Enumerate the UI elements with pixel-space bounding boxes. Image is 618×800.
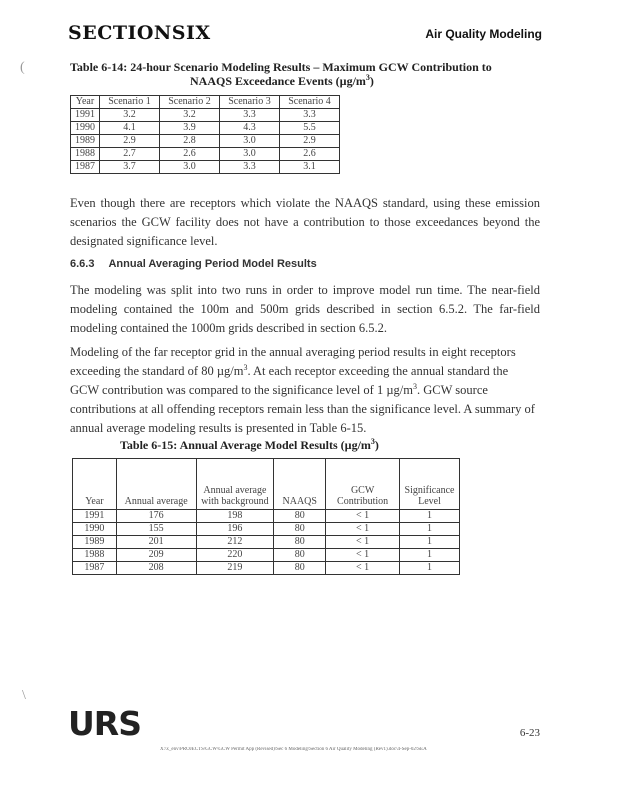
table-cell: 3.0 xyxy=(219,135,279,148)
column-header: Scenario 4 xyxy=(279,96,339,109)
table-cell: 2.9 xyxy=(99,135,159,148)
column-header: Scenario 2 xyxy=(159,96,219,109)
table-header-row xyxy=(71,96,340,109)
table-cell: 1989 xyxy=(73,536,117,549)
table-cell: 1 xyxy=(400,523,460,536)
table14-caption-line2: NAAQS Exceedance Events $(\mu g/m^3)$ xyxy=(190,73,374,88)
urs-logo: URS xyxy=(68,704,141,743)
column-header: GCW Contribution xyxy=(326,459,400,510)
table-cell: 1988 xyxy=(71,148,100,161)
table-cell: 3.0 xyxy=(219,148,279,161)
table-cell: 3.7 xyxy=(99,161,159,174)
table-cell: 1989 xyxy=(71,135,100,148)
table-cell: 198 xyxy=(196,510,274,523)
table-cell: 3.3 xyxy=(219,161,279,174)
table-cell: 1987 xyxy=(71,161,100,174)
column-header: NAAQS xyxy=(274,459,326,510)
table-cell: 5.5 xyxy=(279,122,339,135)
table-cell: 196 xyxy=(196,523,274,536)
table-cell: 1991 xyxy=(73,510,117,523)
table-row xyxy=(73,523,460,536)
paragraph-far-receptor: Modeling of the far receptor grid in the annual averaging period results in eight receptors exceeding the standard of 80 $\mu g/m^3$. At each receptor exceeding the annual standard the GCW contribution was compared to the significance level of 1 $\mu g/m^3$. GCW source contributions at all offending receptors remain less than the significance level. A summary of annual average modeling results is presented in Table 6-15. xyxy=(70,345,535,435)
table-cell: < 1 xyxy=(326,549,400,562)
table-row xyxy=(73,549,460,562)
table-cell: < 1 xyxy=(326,523,400,536)
table-cell: 1 xyxy=(400,549,460,562)
table-cell: 3.0 xyxy=(159,161,219,174)
table-row xyxy=(71,135,340,148)
table-cell: 2.9 xyxy=(279,135,339,148)
table-cell: 2.6 xyxy=(159,148,219,161)
table-cell: 3.2 xyxy=(159,109,219,122)
table-cell: 80 xyxy=(274,562,326,575)
paragraph-naaqs-exceedance: Even though there are receptors which violate the NAAQS standard, using these emission scenarios the GCW facility does not have a contribution to those exceedances beyond the designated significance level. xyxy=(70,196,540,248)
table-row xyxy=(71,109,340,122)
paragraph-model-runs: The modeling was split into two runs in order to improve model run time. The near-field modeling contained the 100m and 500m grids described in section 6.5.2. The far-field modeling contained the 1000m grids described in section 6.5.2. xyxy=(70,283,540,335)
subsection-heading: 6.6.3 Annual Averaging Period Model Results xyxy=(70,258,317,270)
column-header: Annual average with background xyxy=(196,459,274,510)
table-cell: 3.9 xyxy=(159,122,219,135)
margin-mark: \ xyxy=(22,688,26,703)
table-cell: 4.1 xyxy=(99,122,159,135)
table14-caption-line1: Table 6-14: 24-hour Scenario Modeling Results – Maximum GCW Contribution to xyxy=(70,60,492,74)
table-cell: 3.1 xyxy=(279,161,339,174)
table-cell: 1988 xyxy=(73,549,117,562)
table-cell: 220 xyxy=(196,549,274,562)
table-cell: 1990 xyxy=(71,122,100,135)
table-cell: 1990 xyxy=(73,523,117,536)
table-cell: 2.6 xyxy=(279,148,339,161)
table-row xyxy=(73,562,460,575)
table-cell: 1991 xyxy=(71,109,100,122)
header-title: Air Quality Modeling xyxy=(425,27,542,41)
section-heading-logo: SECTIONSIX xyxy=(68,22,211,44)
column-header: Significance Level xyxy=(400,459,460,510)
table-cell: 2.7 xyxy=(99,148,159,161)
table-cell: 80 xyxy=(274,536,326,549)
column-header: Scenario 3 xyxy=(219,96,279,109)
table-cell: < 1 xyxy=(326,562,400,575)
margin-mark: ( xyxy=(20,60,25,75)
page-number: 6-23 xyxy=(519,727,540,739)
table-cell: 201 xyxy=(116,536,196,549)
table-cell: 176 xyxy=(116,510,196,523)
table-header-row xyxy=(73,459,460,510)
table-cell: 80 xyxy=(274,510,326,523)
table15-caption: Table 6-15: Annual Average Model Results $(\mu g/m^3)$ xyxy=(120,437,379,452)
table-cell: 80 xyxy=(274,549,326,562)
table-cell: 209 xyxy=(116,549,196,562)
column-header: Scenario 1 xyxy=(99,96,159,109)
table-cell: 219 xyxy=(196,562,274,575)
table-cell: 1 xyxy=(400,562,460,575)
table-6-14 xyxy=(70,95,340,174)
table-cell: 3.2 xyxy=(99,109,159,122)
table-row xyxy=(73,510,460,523)
column-header: Annual average xyxy=(116,459,196,510)
table-cell: < 1 xyxy=(326,510,400,523)
table-row xyxy=(73,536,460,549)
table-row xyxy=(71,122,340,135)
table-cell: < 1 xyxy=(326,536,400,549)
table-cell: 2.8 xyxy=(159,135,219,148)
table-cell: 3.3 xyxy=(219,109,279,122)
table-cell: 80 xyxy=(274,523,326,536)
table-cell: 1 xyxy=(400,536,460,549)
table-cell: 3.3 xyxy=(279,109,339,122)
table-6-15 xyxy=(72,458,460,575)
table-cell: 208 xyxy=(116,562,196,575)
table-row xyxy=(71,148,340,161)
footer-file-path: X:\x_env\PROJECTS\GCW\GCW Permit App (Revised)\Sec 6 Modeling\Section 6 Air Quality Modeling (Rev1).doc\4-Sep-02\SEA xyxy=(160,747,427,752)
table-cell: 1987 xyxy=(73,562,117,575)
table-cell: 212 xyxy=(196,536,274,549)
table-cell: 1 xyxy=(400,510,460,523)
column-header: Year xyxy=(73,459,117,510)
table-cell: 155 xyxy=(116,523,196,536)
table-row xyxy=(71,161,340,174)
column-header: Year xyxy=(71,96,100,109)
table-cell: 4.3 xyxy=(219,122,279,135)
